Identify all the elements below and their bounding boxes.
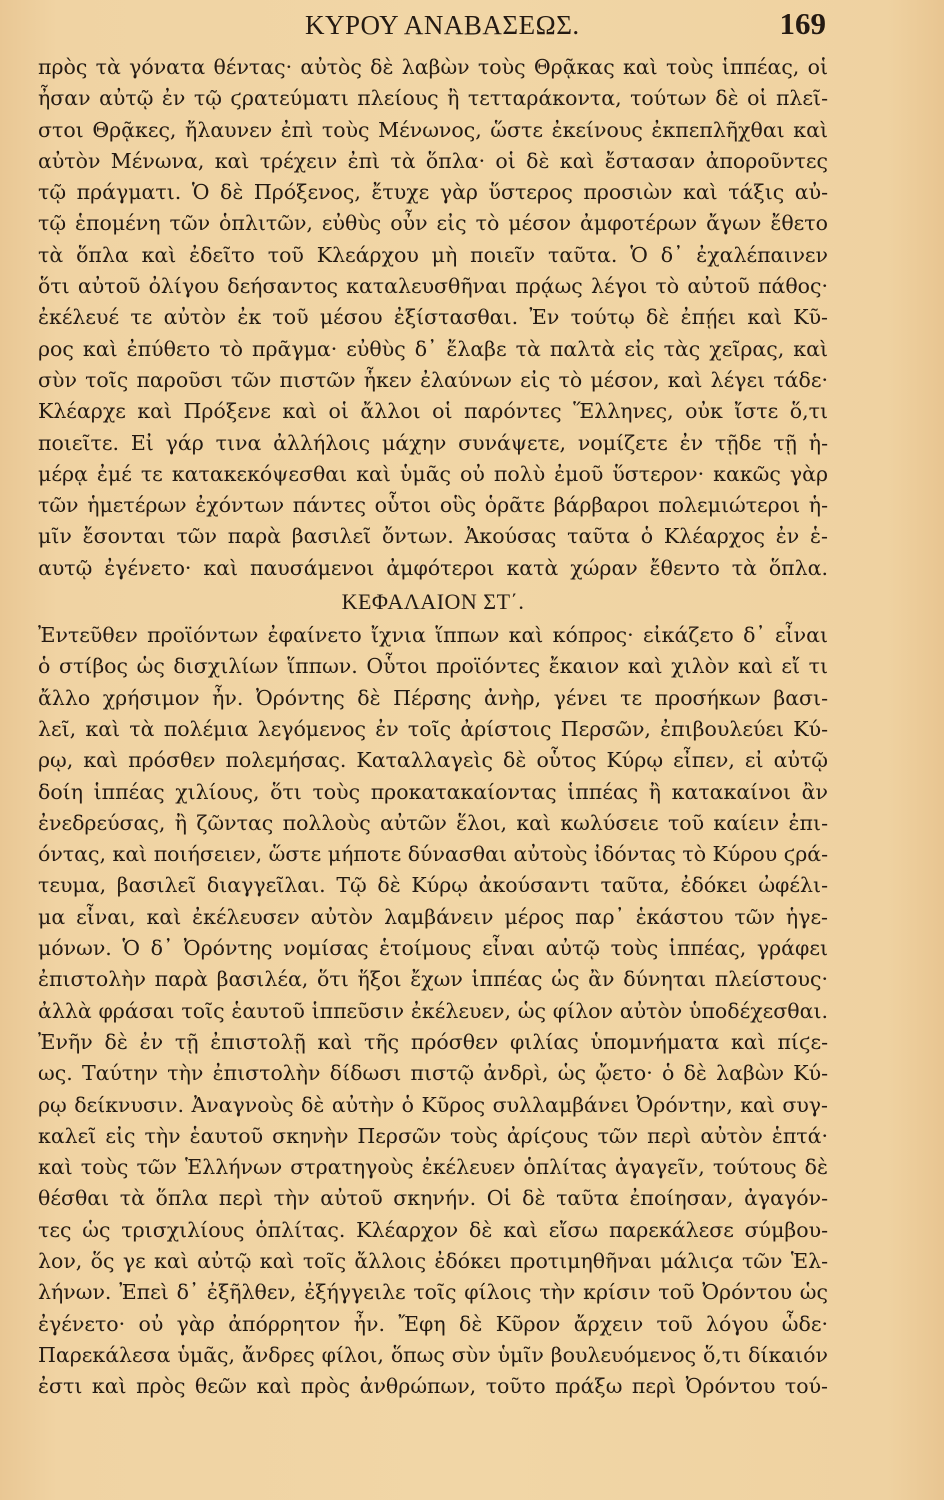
paragraph-section-1 xyxy=(38,52,828,584)
text-line: σὺν τοῖς παροῦσι τῶν πιστῶν ἧκεν ἐλαύνων εἰς τὸ μέσον, καὶ λέγει τάδε· xyxy=(38,367,828,392)
text-line: λεῖ, καὶ τὰ πολέμια λεγόμενος ἐν τοῖς ἀρίστοις Περσῶν, ἐπιβουλεύει Κύ- xyxy=(38,716,828,741)
text-line: δοίη ἱππέας χιλίους, ὅτι τοὺς προκατακαίοντας ἱππέας ἢ κατακαίνοι ἂν xyxy=(38,779,828,804)
text-line: λήνων. Ἐπεὶ δ᾽ ἐξῆλθεν, ἐξήγγειλε τοῖς φίλοις τὴν κρίσιν τοῦ Ὀρόντου ὡς xyxy=(38,1280,828,1305)
body-text xyxy=(38,52,828,1402)
text-line: μα εἶναι, καὶ ἐκέλευσεν αὐτὸν λαμβάνειν μέρος παρ᾽ ἑκάστου τῶν ἡγε- xyxy=(38,904,828,929)
text-line: όντας, καὶ ποιήσειεν, ὥστε μήποτε δύνασθαι αὐτοὺς ἰδόντας τὸ Κύρου ϛρά- xyxy=(38,842,828,867)
text-line: ἐστι καὶ πρὸς θεῶν καὶ πρὸς ἀνθρώπων, τοῦτο πράξω περὶ Ὀρόντου τού- xyxy=(38,1374,828,1399)
text-line: καὶ τοὺς τῶν Ἑλλήνων στρατηγοὺς ἐκέλευεν ὁπλίτας ἀγαγεῖν, τούτους δὲ xyxy=(38,1155,828,1180)
text-line: ἐνεδρεύσας, ἢ ζῶντας πολλοὺς αὐτῶν ἕλοι, καὶ κωλύσειε τοῦ καίειν ἐπι- xyxy=(38,810,828,835)
text-line: ποιεῖτε. Εἰ γάρ τινα ἀλλήλοις μάχην συνάψετε, νομίζετε ἐν τῇδε τῇ ἡ- xyxy=(38,430,828,455)
text-line: ρῳ δείκνυσιν. Ἀναγνοὺς δὲ αὐτὴν ὁ Κῦρος συλλαμβάνει Ὀρόντην, καὶ συγ- xyxy=(38,1092,828,1117)
text-line: ἐπιστολὴν παρὰ βασιλέα, ὅτι ἥξοι ἔχων ἱππέας ὡς ἂν δύνηται πλείστους· xyxy=(38,967,828,992)
chapter-heading: ΚΕΦΑΛΑΙΟΝ ΣΤ΄. xyxy=(341,589,525,615)
text-line: ρῳ, καὶ πρόσθεν πολεμήσας. Καταλλαγεὶς δὲ οὗτος Κύρῳ εἶπεν, εἰ αὐτῷ xyxy=(38,748,828,773)
text-line: ἀλλὰ φράσαι τοῖς ἑαυτοῦ ἱππεῦσιν ἐκέλευεν, ὡς φίλον αὐτὸν ὑποδέχεσθαι. xyxy=(38,998,828,1023)
text-line: θέσθαι τὰ ὅπλα περὶ τὴν αὐτοῦ σκηνήν. Οἱ δὲ ταῦτα ἐποίησαν, ἀγαγόν- xyxy=(38,1186,828,1211)
text-line: τῷ ἑπομένη τῶν ὁπλιτῶν, εὐθὺς οὖν εἰς τὸ μέσον ἀμφοτέρων ἄγων ἔθετο xyxy=(38,211,828,236)
text-line: Ἐνῆν δὲ ἐν τῇ ἐπιστολῇ καὶ τῆς πρόσθεν φιλίας ὑπομνήματα καὶ πίϛε- xyxy=(38,1029,828,1054)
text-line: τῷ πράγματι. Ὁ δὲ Πρόξενος, ἔτυχε γὰρ ὕστερος προσιὼν καὶ τάξις αὐ- xyxy=(38,180,828,205)
text-line: καλεῖ εἰς τὴν ἑαυτοῦ σκηνὴν Περσῶν τοὺς ἀρίϛους τῶν περὶ αὐτὸν ἑπτά· xyxy=(38,1123,828,1148)
text-line: ἐγένετο· οὐ γὰρ ἀπόρρητον ἦν. Ἔφη δὲ Κῦρον ἄρχειν τοῦ λόγου ὧδε· xyxy=(38,1311,828,1336)
text-line: Κλέαρχε καὶ Πρόξενε καὶ οἱ ἄλλοι οἱ παρόντες Ἕλληνες, οὐκ ἴστε ὅ,τι xyxy=(38,399,828,424)
text-line: τευμα, βασιλεῖ διαγγεῖλαι. Τῷ δὲ Κύρῳ ἀκούσαντι ταῦτα, ἐδόκει ὠφέλι- xyxy=(38,873,828,898)
text-line: ἄλλο χρήσιμον ἦν. Ὀρόντης δὲ Πέρσης ἀνὴρ, γένει τε προσήκων βασι- xyxy=(38,685,828,710)
text-line: τὰ ὅπλα καὶ ἐδεῖτο τοῦ Κλεάρχου μὴ ποιεῖν ταῦτα. Ὁ δ᾽ ἐχαλέπαινεν xyxy=(38,242,828,267)
text-line: μόνων. Ὁ δ᾽ Ὀρόντης νομίσας ἑτοίμους εἶναι αὐτῷ τοὺς ἱππέας, γράφει xyxy=(38,936,828,961)
running-title: ΚΥΡΟΥ ΑΝΑΒΑΣΕΩΣ. xyxy=(305,10,580,40)
text-line: πρὸς τὰ γόνατα θέντας· αὐτὸς δὲ λαβὼν τοὺς Θρᾷκας καὶ τοὺς ἱππέας, οἱ xyxy=(38,55,828,79)
paragraph-section-2 xyxy=(38,620,828,1402)
page-number: 169 xyxy=(779,6,826,41)
text-line: ως. Ταύτην τὴν ἐπιστολὴν δίδωσι πιστῷ ἀνδρὶ, ὡς ᾤετο· ὁ δὲ λαβὼν Κύ- xyxy=(38,1061,828,1086)
text-line: ὅτι αὐτοῦ ὀλίγου δεήσαντος καταλευσθῆναι πρᾴως λέγοι τὸ αὐτοῦ πάθος· xyxy=(38,274,828,299)
text-line: Παρεκάλεσα ὑμᾶς, ἄνδρες φίλοι, ὅπως σὺν ὑμῖν βουλευόμενος ὅ,τι δίκαιόν xyxy=(38,1342,828,1367)
text-line: ρος καὶ ἐπύθετο τὸ πρᾶγμα· εὐθὺς δ᾽ ἔλαβε τὰ παλτὰ εἰς τὰς χεῖρας, καὶ xyxy=(38,336,828,361)
text-line: τες ὡς τρισχιλίους ὁπλίτας. Κλέαρχον δὲ καὶ εἴσω παρεκάλεσε σύμβου- xyxy=(38,1217,828,1242)
text-line: Ἐντεῦθεν προϊόντων ἐφαίνετο ἴχνια ἵππων καὶ κόπρος· εἰκάζετο δ᾽ εἶναι xyxy=(38,623,828,648)
text-line: ὁ στίβος ὡς δισχιλίων ἵππων. Οὗτοι προϊόντες ἔκαιον καὶ χιλὸν καὶ εἴ τι xyxy=(38,654,828,679)
text-line: στοι Θρᾷκες, ἤλαυνεν ἐπὶ τοὺς Μένωνος, ὥστε ἐκείνους ἐκπεπλῆχθαι καὶ xyxy=(38,117,828,142)
text-line: μέρᾳ ἐμέ τε κατακεκόψεσθαι καὶ ὑμᾶς οὐ πολὺ ἐμοῦ ὕστερον· κακῶς γὰρ xyxy=(38,461,828,486)
page-header xyxy=(0,4,944,44)
text-line: λον, ὅς γε καὶ αὐτῷ καὶ τοῖς ἄλλοις ἐδόκει προτιμηθῆναι μάλιϛα τῶν Ἑλ- xyxy=(38,1248,828,1273)
text-line: αὐτὸν Μένωνα, καὶ τρέχειν ἐπὶ τὰ ὅπλα· οἱ δὲ καὶ ἔστασαν ἀποροῦντες xyxy=(38,148,828,173)
text-line: τῶν ἡμετέρων ἐχόντων πάντες οὗτοι οὓς ὁρᾶτε βάρβαροι πολεμιώτεροι ἡ- xyxy=(38,493,828,518)
text-line: ἐκέλευέ τε αὐτὸν ἐκ τοῦ μέσου ἐξίστασθαι. Ἐν τούτῳ δὲ ἐπῄει καὶ Κῦ- xyxy=(38,305,828,330)
text-line: μῖν ἔσονται τῶν παρὰ βασιλεῖ ὄντων. Ἀκούσας ταῦτα ὁ Κλέαρχος ἐν ἑ- xyxy=(38,524,828,549)
text-line: αυτῷ ἐγένετο· καὶ παυσάμενοι ἀμφότεροι κατὰ χώραν ἔθεντο τὰ ὅπλα. xyxy=(38,555,828,580)
text-line: ἦσαν αὐτῷ ἐν τῷ ϛρατεύματι πλείους ἢ τετταράκοντα, τούτων δὲ οἱ πλεῖ- xyxy=(38,86,828,111)
